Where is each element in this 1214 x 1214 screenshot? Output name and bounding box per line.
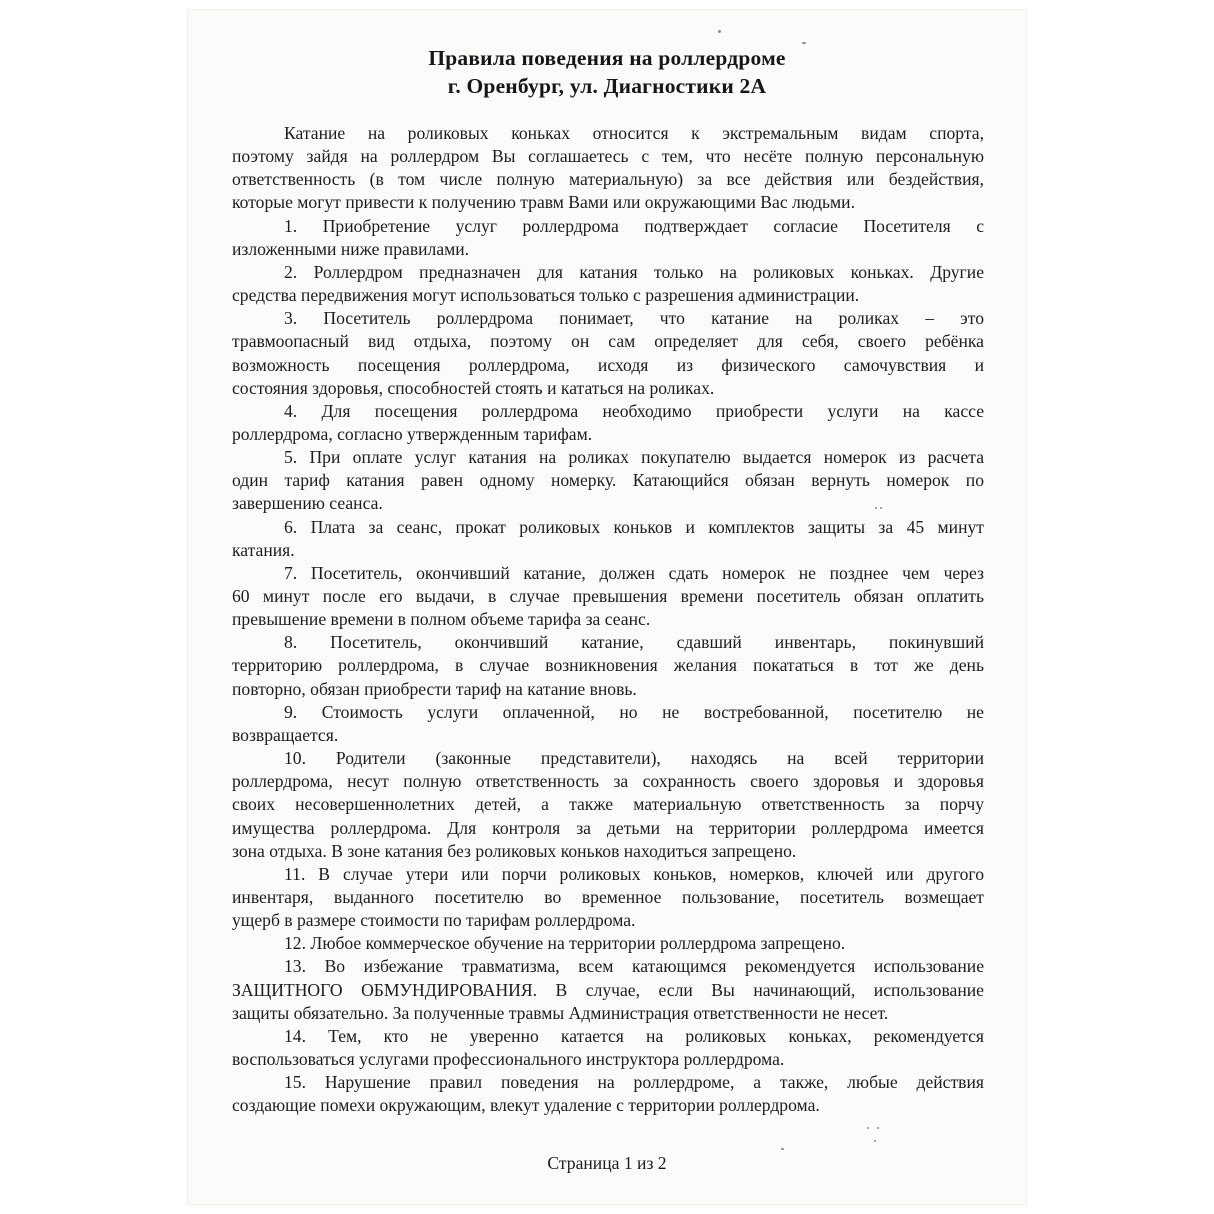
scan-speck bbox=[718, 30, 721, 33]
rule-12-line: 12. Любое коммерческое обучение на территории роллердрома запрещено. bbox=[284, 933, 846, 953]
rule-14-line: воспользоваться услугами профессионального инструктора роллердрома. bbox=[232, 1049, 785, 1069]
rule-10-line: имущества роллердрома. Для контроля за детьми на территории роллердрома имеется bbox=[232, 818, 984, 838]
scan-speck bbox=[877, 1127, 879, 1129]
rule-3-line: травмоопасный вид отдыха, поэтому он сам определяет для себя, своего ребёнка bbox=[232, 331, 984, 351]
scan-speck bbox=[874, 1140, 876, 1142]
rule-10-line: своих несовершеннолетних детей, а также материальную ответственность за порчу bbox=[232, 794, 984, 814]
scan-speck bbox=[867, 1127, 869, 1129]
rule-10-line: 10. Родители (законные представители), находясь на всей территории bbox=[284, 748, 984, 768]
rule-11-line: ущерб в размере стоимости по тарифам роллердрома. bbox=[232, 910, 636, 930]
rule-15-line: 15. Нарушение правил поведения на роллердроме, а также, любые действия bbox=[284, 1072, 984, 1092]
rule-4-line: роллердрома, согласно утвержденным тарифам. bbox=[232, 424, 593, 444]
rule-3-line: возможность посещения роллердрома, исходя из физического самочувствия и bbox=[232, 355, 984, 375]
rule-15-line: создающие помехи окружающим, влекут удаление с территории роллердрома. bbox=[232, 1095, 820, 1115]
rule-5-line: один тариф катания равен одному номерку. Катающийся обязан вернуть номерок по bbox=[232, 470, 984, 490]
rule-6-line: 6. Плата за сеанс, прокат роликовых коньков и комплектов защиты за 45 минут bbox=[284, 517, 984, 537]
intro-line: поэтому зайдя на роллердром Вы соглашаетесь с тем, что несёте полную персональную bbox=[232, 146, 984, 166]
scan-speck bbox=[781, 1148, 784, 1150]
document-page bbox=[188, 10, 1026, 1204]
intro-line: Катание на роликовых коньках относится к экстремальным видам спорта, bbox=[284, 123, 984, 143]
intro-line: которые могут привести к получению травм Вами или окружающими Вас людьми. bbox=[232, 192, 855, 212]
rule-4-line: 4. Для посещения роллердрома необходимо приобрести услуги на кассе bbox=[284, 401, 984, 421]
rule-9-line: возвращается. bbox=[232, 725, 339, 745]
rule-2-line: 2. Роллердром предназначен для катания только на роликовых коньках. Другие bbox=[284, 262, 984, 282]
rule-7-line: 60 минут после его выдачи, в случае превышения времени посетитель обязан оплатить bbox=[232, 586, 984, 606]
rule-11-line: инвентаря, выданного посетителю во временное пользование, посетитель возмещает bbox=[232, 887, 984, 907]
scan-speck bbox=[880, 507, 882, 509]
rule-10-line: зона отдыха. В зоне катания без роликовых коньков находиться запрещено. bbox=[232, 841, 797, 861]
scan-speck bbox=[875, 507, 877, 509]
rule-7-line: 7. Посетитель, окончивший катание, должен сдать номерок не позднее чем через bbox=[284, 563, 984, 583]
rule-10-line: роллердрома, несут полную ответственность за сохранность своего здоровья и здоровья bbox=[232, 771, 984, 791]
scan-speck bbox=[802, 42, 806, 44]
rule-3-line: состояния здоровья, способностей стоять и кататься на роликах. bbox=[232, 378, 715, 398]
rule-7-line: превышение времени в полном объеме тарифа за сеанс. bbox=[232, 609, 651, 629]
rule-1-line: изложенными ниже правилами. bbox=[232, 239, 470, 259]
rule-8-line: 8. Посетитель, окончивший катание, сдавший инвентарь, покинувший bbox=[284, 632, 984, 652]
rule-8-line: территорию роллердрома, в случае возникновения желания покататься в тот же день bbox=[232, 655, 984, 675]
rule-3-line: 3. Посетитель роллердрома понимает, что катание на роликах – это bbox=[284, 308, 984, 328]
rule-13-line: 13. Во избежание травматизма, всем катающимся рекомендуется использование bbox=[284, 956, 984, 976]
rule-13-line: защиты обязательно. За полученные травмы Администрация ответственности не несет. bbox=[232, 1003, 889, 1023]
rule-8-line: повторно, обязан приобрести тариф на катание вновь. bbox=[232, 679, 637, 699]
rule-9-line: 9. Стоимость услуги оплаченной, но не востребованной, посетителю не bbox=[284, 702, 984, 722]
rule-5-line: завершению сеанса. bbox=[232, 493, 383, 513]
document-title-line-2: г. Оренбург, ул. Диагностики 2А bbox=[447, 74, 767, 98]
rule-6-line: катания. bbox=[232, 540, 295, 560]
rule-14-line: 14. Тем, кто не уверенно катается на роликовых коньках, рекомендуется bbox=[284, 1026, 984, 1046]
rule-5-line: 5. При оплате услуг катания на роликах покупателю выдается номерок из расчета bbox=[284, 447, 984, 467]
intro-line: ответственность (в том числе полную материальную) за все действия или бездействия, bbox=[232, 169, 984, 189]
rule-13-line: ЗАЩИТНОГО ОБМУНДИРОВАНИЯ. В случае, если Вы начинающий, использование bbox=[232, 980, 984, 1000]
rule-11-line: 11. В случае утери или порчи роликовых коньков, номерков, ключей или другого bbox=[284, 864, 984, 884]
rule-2-line: средства передвижения могут использоваться только с разрешения администрации. bbox=[232, 285, 860, 305]
rule-1-line: 1. Приобретение услуг роллердрома подтверждает согласие Посетителя с bbox=[284, 216, 984, 236]
document-title-line-1: Правила поведения на роллердроме bbox=[428, 46, 786, 70]
page-number: Страница 1 из 2 bbox=[547, 1153, 667, 1173]
